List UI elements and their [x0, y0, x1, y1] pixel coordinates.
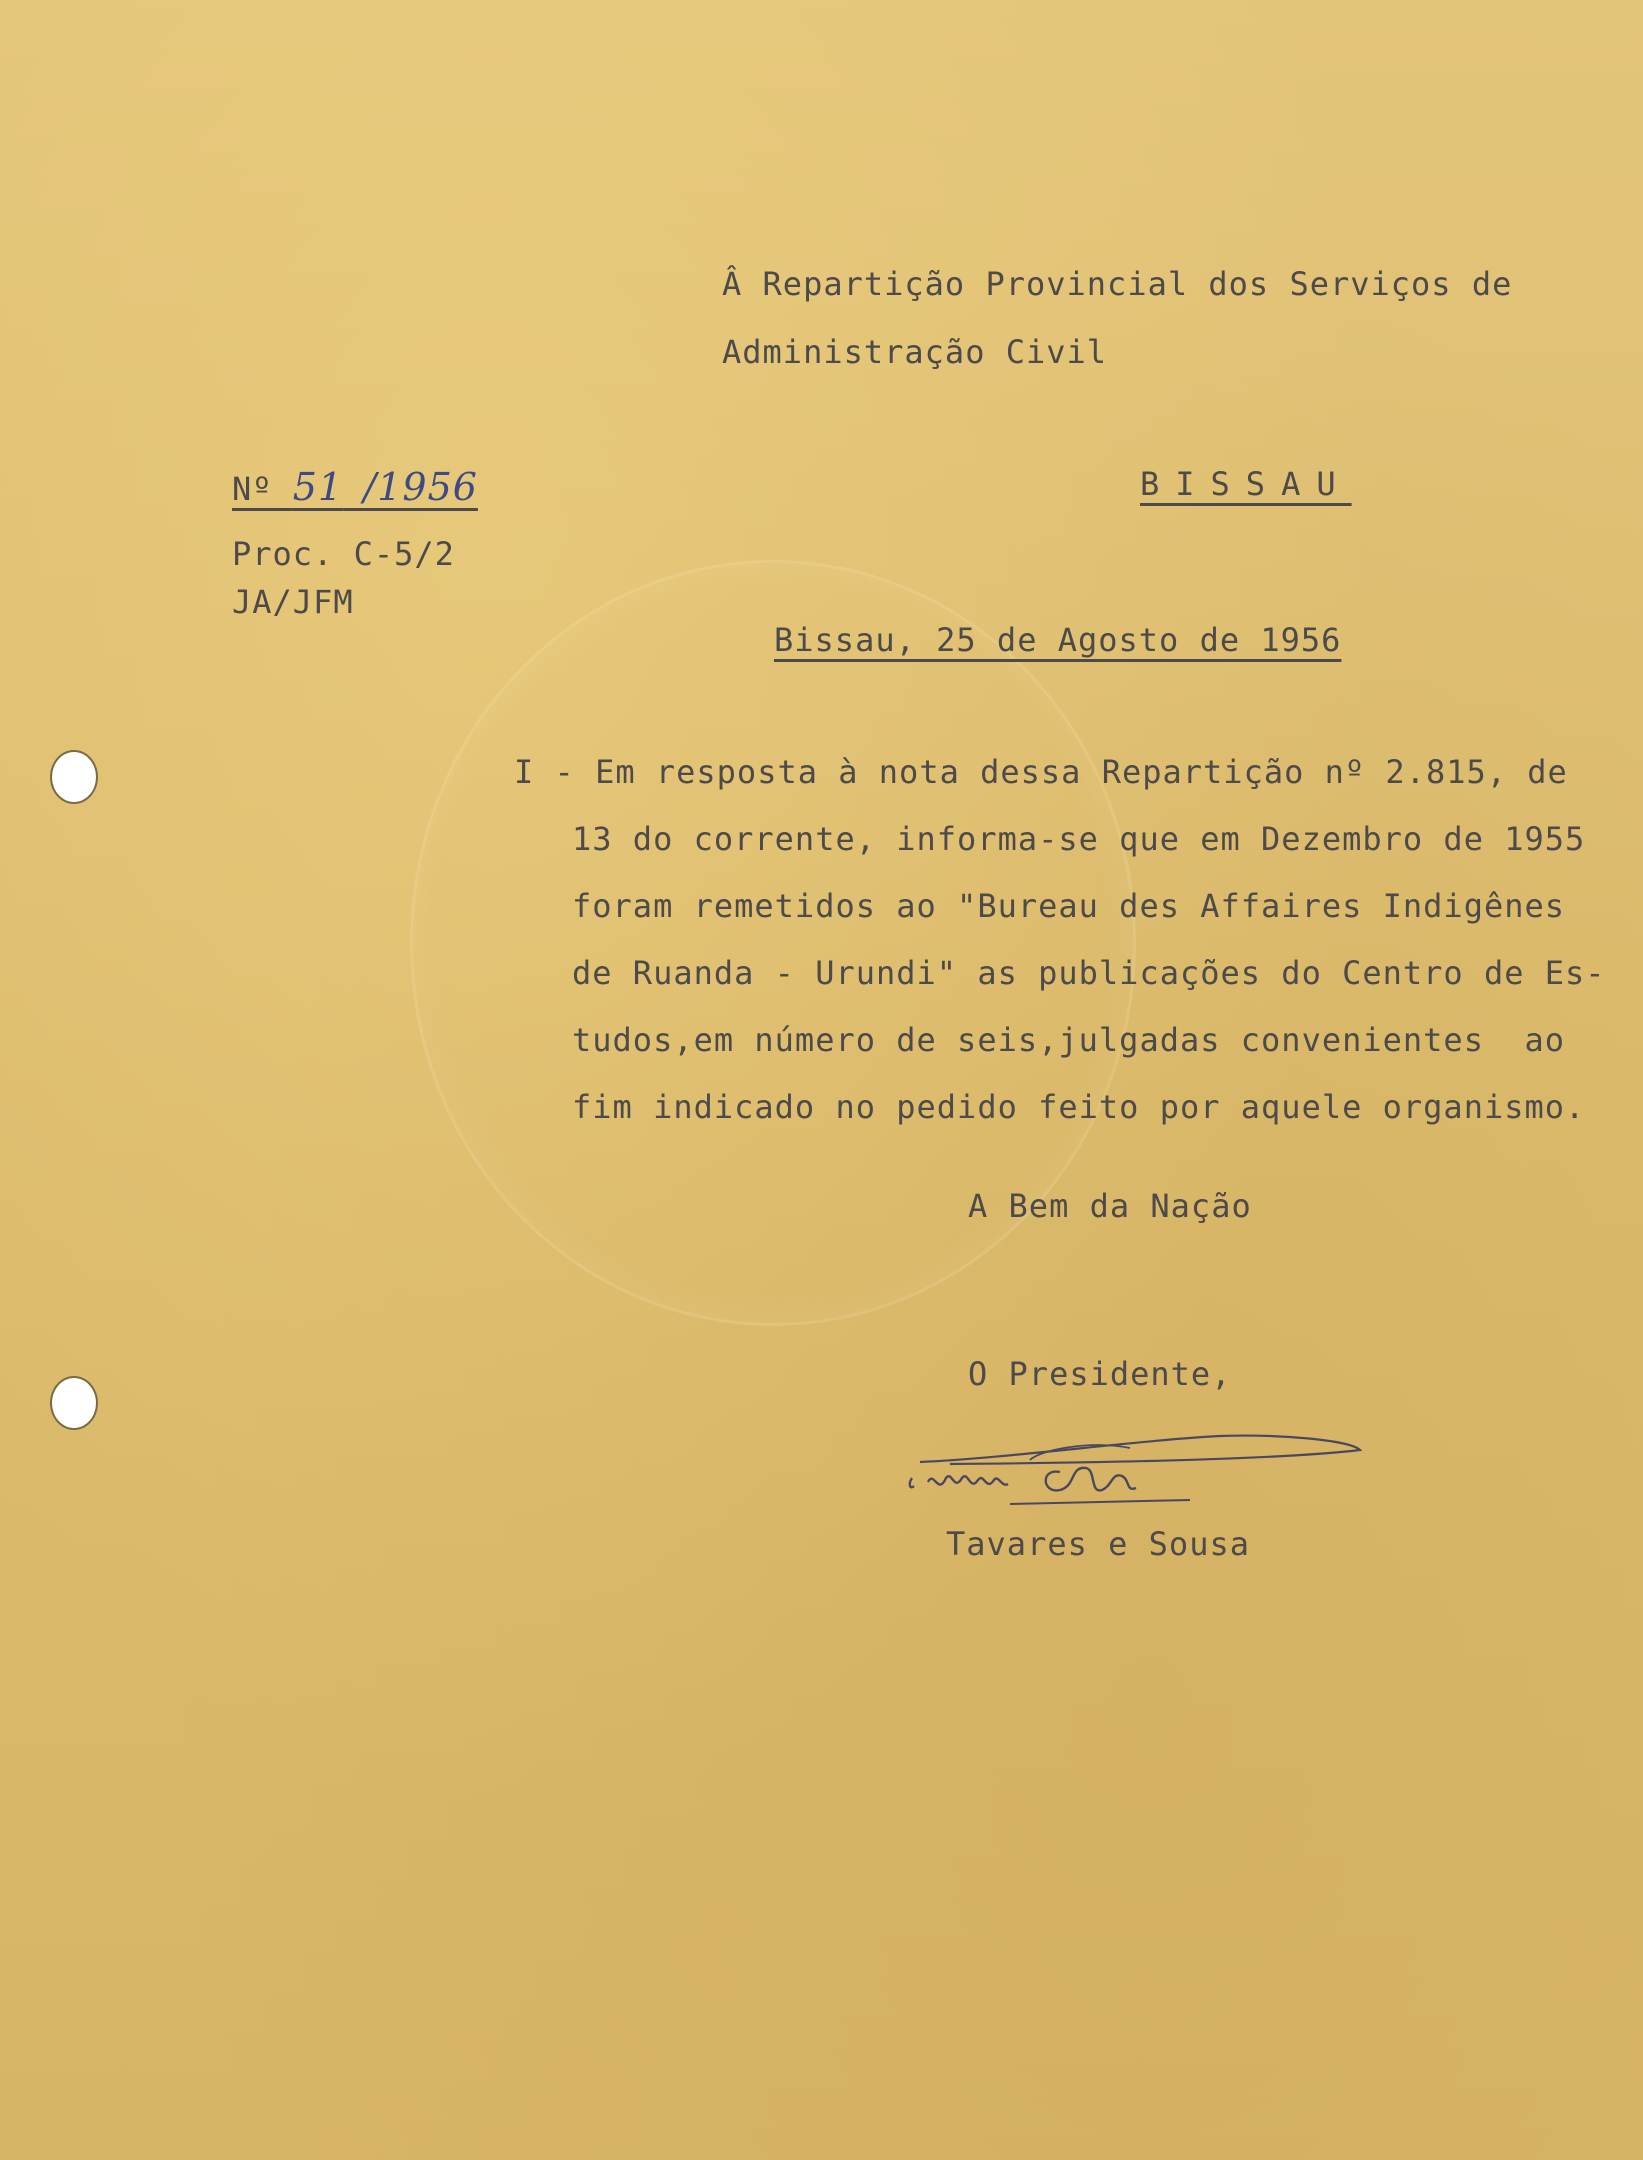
body-line-2: 13 do corrente, informa-se que em Dezembro de 1955 [572, 820, 1586, 858]
body-line-1: I - Em resposta à nota dessa Repartição nº 2.815, de [514, 753, 1568, 791]
body-line-5: tudos,em número de seis,julgadas convenientes ao [572, 1021, 1566, 1059]
typist-initials: JA/JFM [232, 583, 354, 621]
closing-salutation: A Bem da Nação [968, 1187, 1252, 1225]
handwritten-signature [890, 1410, 1370, 1520]
body-line-4: de Ruanda - Urundi" as publicações do Centro de Es- [572, 954, 1606, 992]
punch-hole-bottom [52, 1378, 96, 1428]
addressee-line-2: Administração Civil [722, 333, 1108, 371]
date-line: Bissau, 25 de Agosto de 1956 [774, 621, 1342, 659]
body-line-6: fim indicado no pedido feito por aquele organismo. [572, 1088, 1586, 1126]
signer-name: Tavares e Sousa [946, 1525, 1250, 1563]
signer-title: O Presidente, [968, 1355, 1232, 1393]
addressee-line-1: Â Repartição Provincial dos Serviços de [722, 265, 1513, 303]
body-line-3: foram remetidos ao "Bureau des Affaires Indigênes [572, 887, 1566, 925]
city-heading: BISSAU [1140, 465, 1352, 503]
reference-prefix: Nº [232, 470, 273, 508]
reference-handwritten-number: 51 [292, 465, 344, 509]
process-reference: Proc. C-5/2 [232, 535, 455, 573]
reference-year: /1956 [363, 465, 478, 509]
punch-hole-top [52, 752, 96, 802]
reference-number [232, 465, 478, 509]
